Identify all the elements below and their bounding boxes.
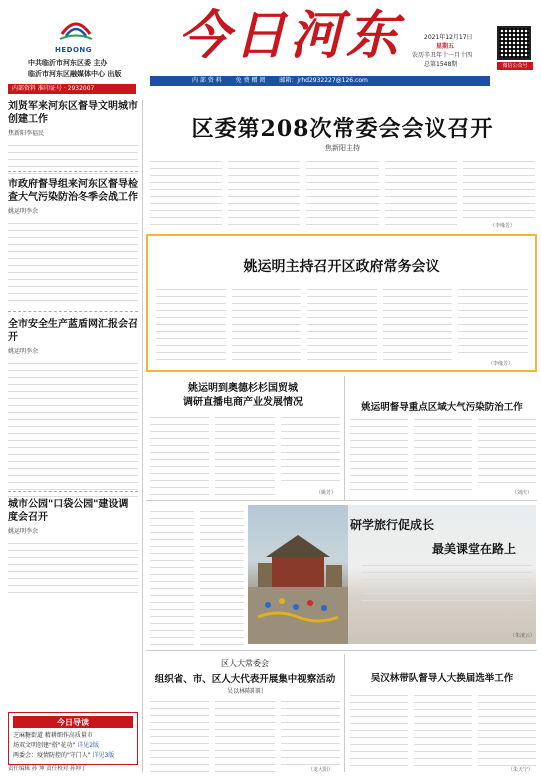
sidebar-article[interactable] — [8, 172, 138, 312]
lead-body — [150, 156, 535, 228]
article-body — [8, 358, 138, 497]
text-column — [281, 696, 340, 772]
text-column — [228, 156, 300, 228]
bar-item: 内 部 资 料 — [192, 77, 222, 84]
feature-body — [156, 284, 528, 364]
study-headline-1[interactable]: 研学旅行促成长 — [350, 518, 435, 532]
sidebar-article[interactable] — [8, 312, 138, 492]
editor-credits: 责任编辑 孙 坤 责任校对 孙坤丁 — [8, 766, 87, 772]
sidebar — [8, 100, 138, 772]
text-column — [150, 156, 222, 228]
article-author: 姚运明李余 — [8, 528, 39, 535]
article-title[interactable]: 市政府督导组来河东区督导检查大气污染防治冬季会战工作 — [8, 179, 138, 203]
text-column — [200, 506, 244, 646]
guide-link[interactable]: 详见3版 — [92, 752, 115, 759]
issn-bar: 内部资料 准印证号 · 2932007 — [8, 84, 136, 94]
text-column — [150, 506, 194, 646]
pavilion-photo-icon — [248, 505, 348, 644]
text-column — [383, 284, 453, 364]
guide-link[interactable]: 详见2版 — [77, 742, 100, 749]
sponsor-line: 中共临沂市河东区委 主办 — [28, 58, 108, 67]
bottom-left-headline[interactable]: 组织省、市、区人大代表开展集中视察活动 — [154, 674, 336, 685]
article-body — [8, 538, 138, 593]
text-column — [306, 156, 378, 228]
mid-right-signature: （刘庆） — [512, 490, 533, 496]
email-text: 邮箱：jrhd2932227@126.com — [279, 77, 368, 84]
issue-number: 总第1548期 — [424, 61, 458, 68]
text-column — [414, 414, 472, 496]
text-column — [458, 284, 528, 364]
study-body — [362, 560, 532, 602]
qr-code-icon[interactable] — [497, 26, 531, 60]
feature-box — [146, 234, 537, 372]
bottom-left-kicker: 区人大常委会 — [221, 659, 269, 668]
text-column — [350, 414, 408, 496]
guide-item[interactable]: 场双文明创建"搭"花功" 详见2版 — [13, 742, 100, 749]
text-column — [215, 696, 274, 772]
mid-right-headline[interactable]: 姚运明督导重点区域大气污染防治工作 — [361, 402, 523, 413]
text-column — [463, 156, 535, 228]
newspaper-title: 今日河东 — [178, 5, 403, 66]
lunar-date: 农历辛丑年十一月十四 — [412, 52, 473, 59]
mid-left-headline-2[interactable]: 调研直播电商产业发展情况 — [183, 397, 303, 408]
hedong-logo-icon — [58, 12, 94, 42]
qr-label: 微信公众号 — [497, 62, 533, 70]
text-column — [478, 414, 536, 496]
column-divider — [142, 100, 143, 772]
text-column — [350, 690, 408, 766]
text-column — [215, 412, 274, 496]
guide-item[interactable]: 芝麻糖街道 精耕细作高质量市 — [13, 732, 93, 739]
masthead-bar — [150, 76, 490, 86]
column-divider — [344, 654, 345, 772]
publisher-line: 临沂市河东区融媒体中心 出版 — [28, 69, 122, 78]
sidebar-article[interactable] — [8, 100, 138, 172]
study-headline-2[interactable]: 最美课堂在路上 — [432, 542, 517, 556]
article-body — [8, 218, 138, 301]
sidebar-article[interactable] — [8, 492, 138, 592]
article-title[interactable]: 全市安全生产蓝盾网汇报会召开 — [8, 319, 138, 343]
section-divider — [146, 650, 537, 651]
text-column — [150, 696, 209, 772]
article-author: 焦新阳李福民 — [8, 130, 45, 137]
bottom-right-headline[interactable]: 吴汉林带队督导人大换届选举工作 — [370, 673, 514, 684]
article-title[interactable]: 刘贤军来河东区督导文明城市创建工作 — [8, 101, 138, 125]
study-signature: （朱凌云） — [510, 633, 536, 639]
study-side-body — [150, 506, 244, 646]
article-author: 姚运明李余 — [8, 208, 39, 215]
column-divider — [344, 376, 345, 500]
mid-left-headline-1[interactable]: 姚运明到奥德杉杉国贸城 — [188, 383, 298, 394]
article-author: 姚运明李余 — [8, 348, 39, 355]
bottom-right-body — [350, 690, 536, 766]
bottom-left-body — [150, 696, 340, 772]
feature-headline[interactable]: 姚运明主持召开区政府常务会议 — [243, 259, 440, 275]
text-column — [478, 690, 536, 766]
bottom-left-author: 吴以林陈阳阳 — [226, 688, 263, 695]
lead-author: 焦新阳主持 — [325, 144, 360, 152]
text-column — [307, 284, 377, 364]
text-column — [232, 284, 302, 364]
lead-signature: （李缘芳） — [490, 223, 516, 229]
mid-left-body — [150, 412, 340, 496]
mid-right-body — [350, 414, 536, 496]
solar-date: 2021年12月17日 — [424, 34, 473, 41]
text-column — [414, 690, 472, 766]
study-photo[interactable] — [248, 505, 348, 644]
article-title[interactable]: 城市公园"口袋公园"建设调度会召开 — [8, 499, 129, 523]
today-guide — [8, 712, 138, 765]
logo-text: HEDONG — [55, 46, 93, 54]
guide-item[interactable]: 两委会：疫情防控的"守门人" 详见3版 — [13, 752, 115, 759]
text-column — [385, 156, 457, 228]
today-guide-title: 今日导读 — [13, 716, 133, 728]
text-column — [156, 284, 226, 364]
weekday: 星期五 — [436, 43, 455, 50]
bar-item: 免 费 赠 阅 — [235, 77, 266, 84]
bottom-right-signature: （朱天宁） — [508, 767, 534, 773]
section-divider — [146, 500, 537, 501]
bottom-left-signature: （龙大阳） — [308, 767, 334, 773]
text-column — [150, 412, 209, 496]
lead-headline[interactable]: 区委第208次常委会会议召开 — [191, 116, 494, 142]
feature-signature: （李缘芳） — [488, 361, 514, 367]
text-column — [281, 412, 340, 496]
article-body — [8, 140, 138, 174]
mid-left-signature: （姚芳） — [316, 490, 337, 496]
